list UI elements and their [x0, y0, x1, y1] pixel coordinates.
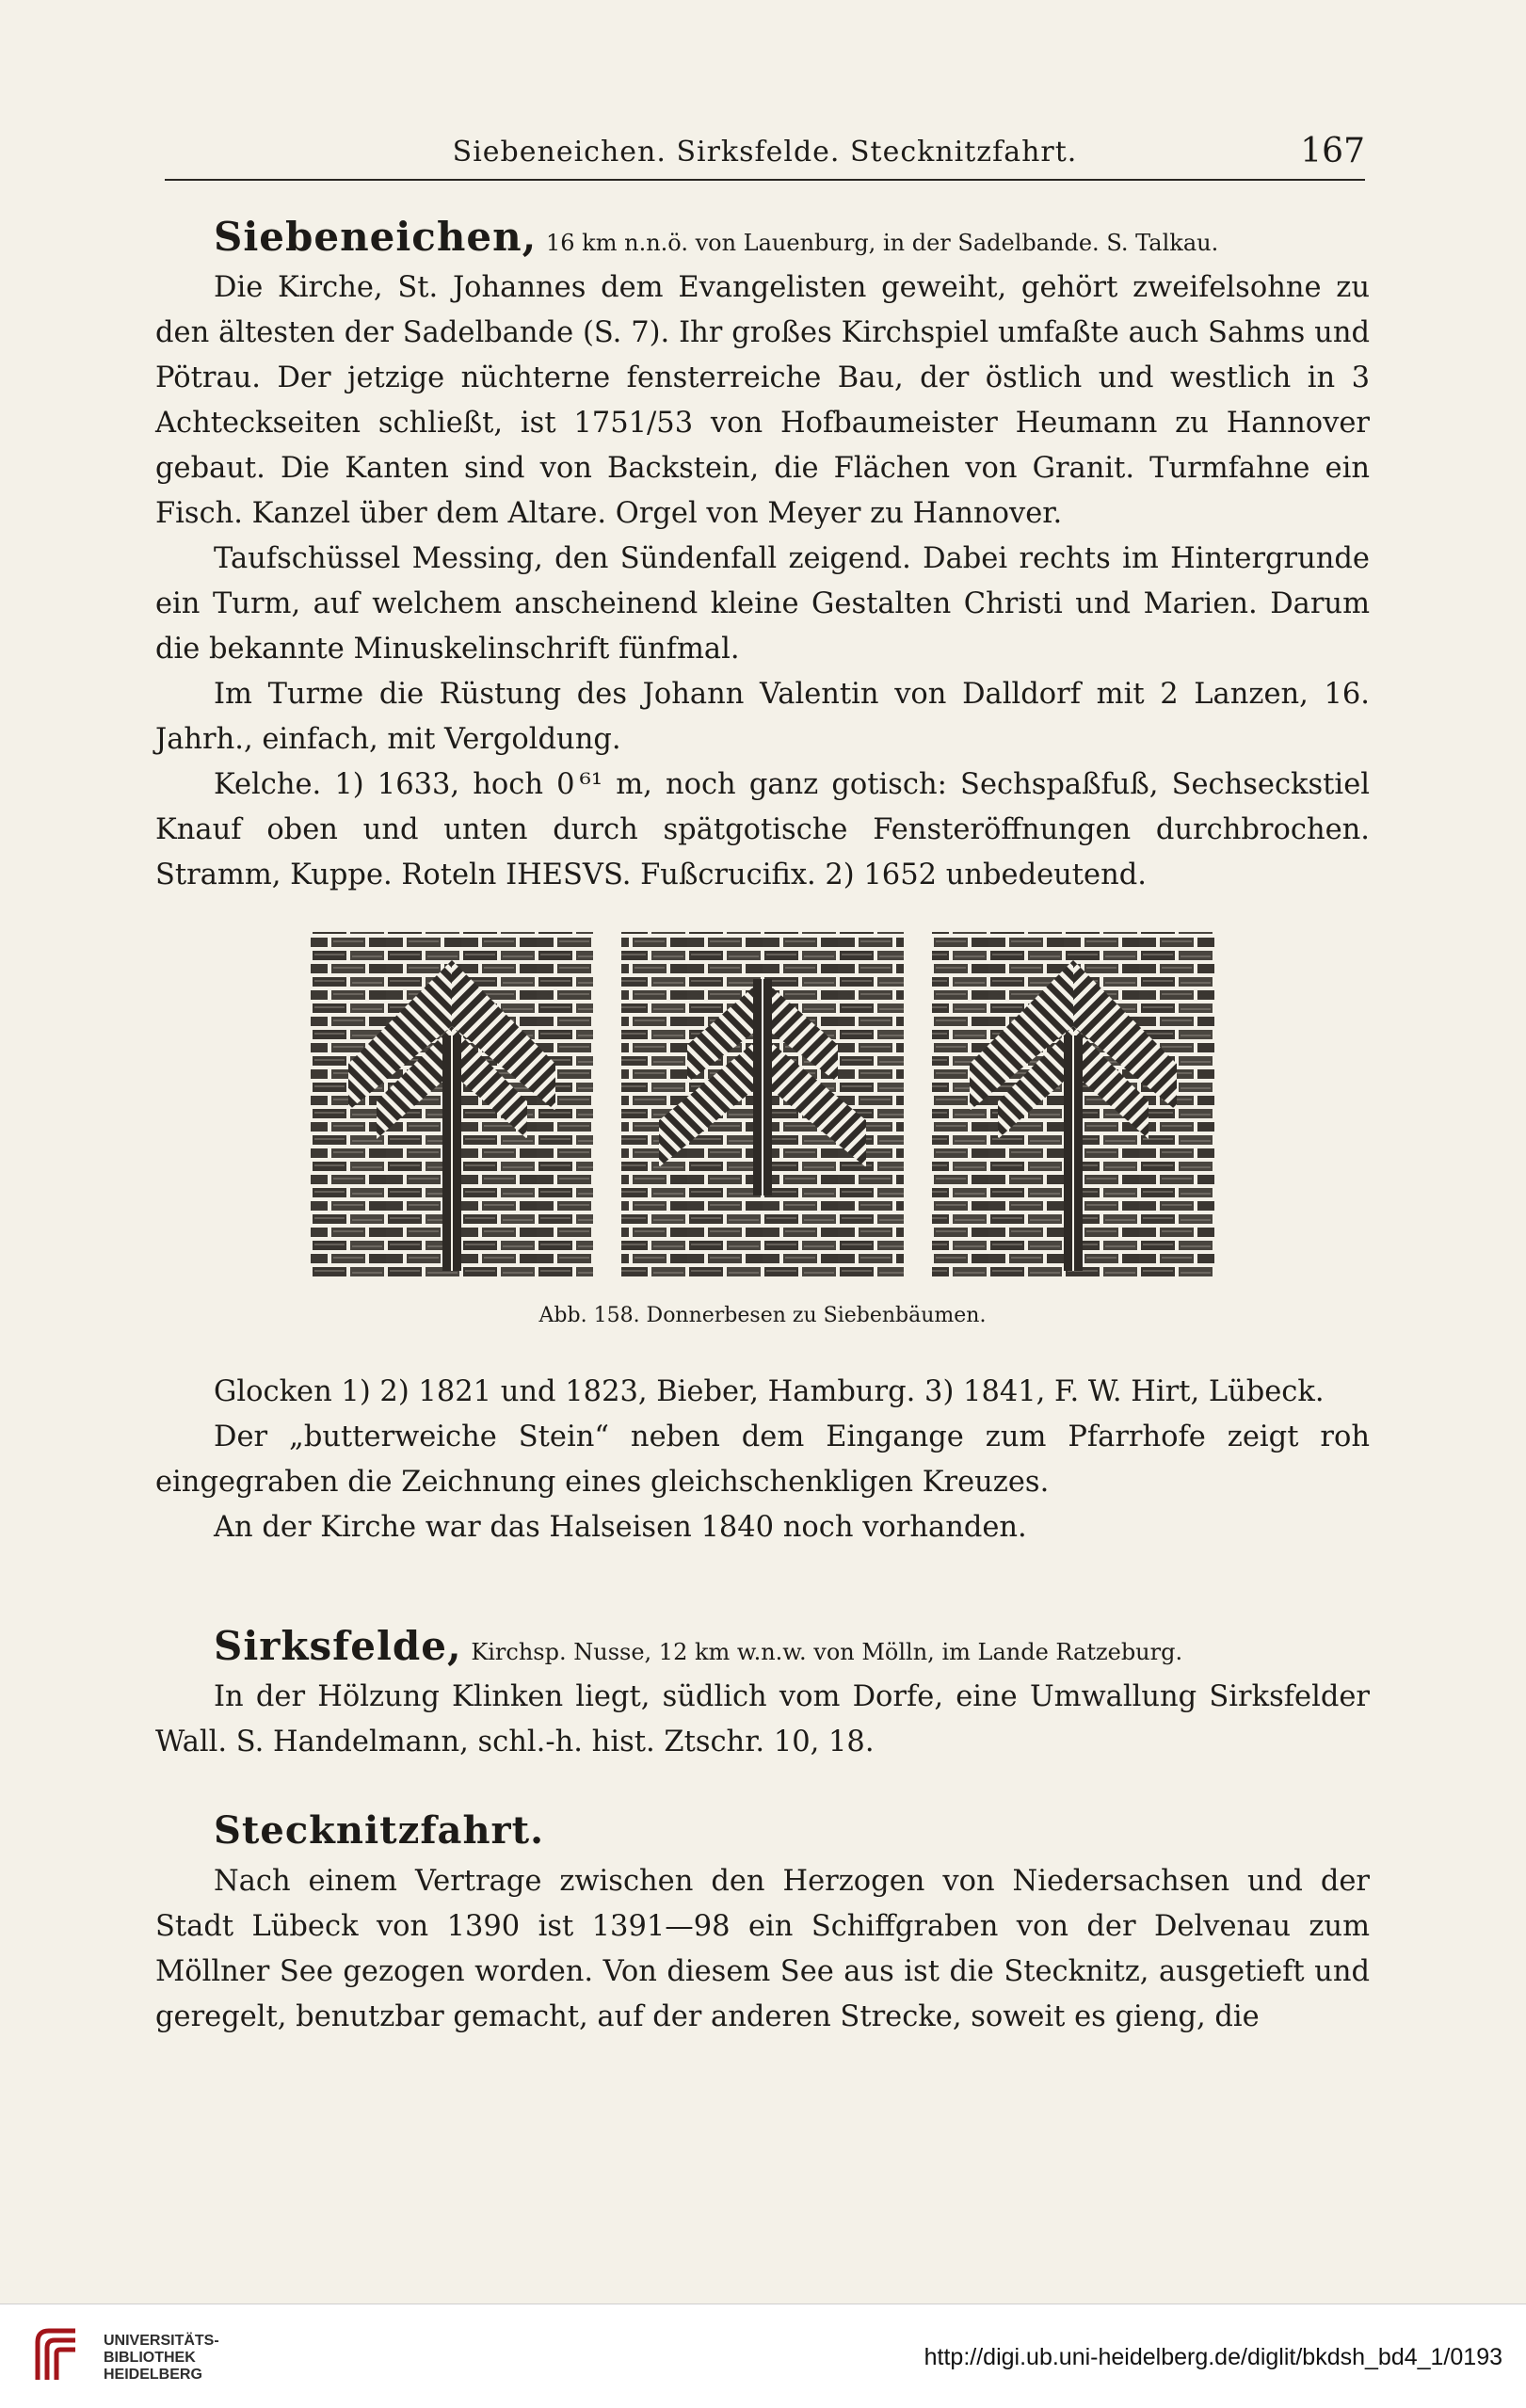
entry-heading-siebeneichen — [155, 215, 1370, 265]
figure-caption: Abb. 158. Donnerbesen zu Siebenbäumen. — [538, 1304, 987, 1327]
brick-panel-1 — [311, 932, 593, 1280]
paragraph: Nach einem Vertrage zwischen den Herzogen von Niedersachsen und der Stadt Lübeck von 1390 ist 1391—98 ein Schiffgraben von der Delvenau zum Möllner See gezogen worden. Von diesem See aus ist die Stecknitz, ausgetieft und geregelt, benutzbar gemacht, auf der anderen Strecke, soweit es gieng, die — [155, 1865, 1370, 2033]
section-title: Stecknitzfahrt. — [214, 1808, 545, 1853]
figure-brick-pattern — [311, 923, 1214, 1318]
page-number: 167 — [1300, 132, 1365, 170]
entry-title: Siebeneichen, — [214, 214, 538, 260]
entry-meta: 16 km n.n.ö. von Lauenburg, in der Sadelbande. S. Talkau. — [546, 230, 1219, 256]
section-sirksfelde — [155, 1624, 1370, 1765]
paragraph: Kelche. 1) 1633, hoch 0 ⁶¹ m, noch ganz gotisch: Sechspaßfuß, Sechseckstiel Knauf oben und unten durch spätgotische Fensteröffnungen durchbrochen. Stramm, Kuppe. Roteln IHESVS. Fußcrucifix. 2) 1652 unbedeutend. — [155, 768, 1370, 891]
paragraph: In der Hölzung Klinken liegt, südlich vom Dorfe, eine Umwallung Sirksfelder Wall. S. Handelmann, schl.-h. hist. Ztschr. 10, 18. — [155, 1680, 1370, 1758]
entry-title: Sirksfelde, — [214, 1623, 462, 1669]
brick-panel-2 — [621, 932, 904, 1280]
section-siebeneichen — [155, 215, 1370, 898]
digitization-footer — [0, 2304, 1526, 2408]
section-siebeneichen-continued — [155, 1370, 1370, 1550]
entry-heading-sirksfelde — [155, 1624, 1370, 1675]
running-title: Siebeneichen. Sirksfelde. Stecknitzfahrt. — [452, 136, 1078, 169]
paragraph: Glocken 1) 2) 1821 und 1823, Bieber, Hamburg. 3) 1841, F. W. Hirt, Lübeck. — [214, 1375, 1325, 1408]
paragraph: Im Turme die Rüstung des Johann Valentin von Dalldorf mit 2 Lanzen, 16. Jahrh., einfach, mit Vergoldung. — [155, 678, 1370, 756]
brick-pattern-illustration — [311, 923, 1214, 1299]
brick-panel-3 — [932, 932, 1214, 1280]
paragraph: Der „butterweiche Stein“ neben dem Eingange zum Pfarrhofe zeigt roh eingegraben die Zeichnung eines gleichschenkligen Kreuzes. — [155, 1421, 1370, 1499]
entry-meta: Kirchsp. Nusse, 12 km w.n.w. von Mölln, im Lande Ratzeburg. — [471, 1639, 1183, 1665]
source-url[interactable]: http://digi.ub.uni-heidelberg.de/diglit/bkdsh_bd4_1/0193 — [924, 2344, 1502, 2370]
section-stecknitzfahrt — [155, 1803, 1370, 2040]
running-header — [165, 132, 1365, 181]
library-logo-icon — [28, 2323, 88, 2387]
library-name: UNIVERSITÄTS- BIBLIOTHEK HEIDELBERG — [104, 2333, 219, 2383]
paragraph: An der Kirche war das Halseisen 1840 noch vorhanden. — [214, 1511, 1027, 1544]
paragraph: Die Kirche, St. Johannes dem Evangelisten geweiht, gehört zweifelsohne zu den ältesten der Sadelbande (S. 7). Ihr großes Kirchspiel umfaßte auch Sahms und Pötrau. Der jetzige nüchterne fensterreiche Bau, der östlich und westlich in 3 Achteckseiten schließt, ist 1751/53 von Hofbaumeister Heumann zu Hannover gebaut. Die Kanten sind von Backstein, die Flächen von Granit. Turmfahne ein Fisch. Kanzel über dem Altare. Orgel von Meyer zu Hannover. — [155, 271, 1370, 530]
paragraph: Taufschüssel Messing, den Sündenfall zeigend. Dabei rechts im Hintergrunde ein Turm, auf welchem anscheinend kleine Gestalten Christi und Marien. Darum die bekannte Minuskelinschrift fünfmal. — [155, 542, 1370, 666]
